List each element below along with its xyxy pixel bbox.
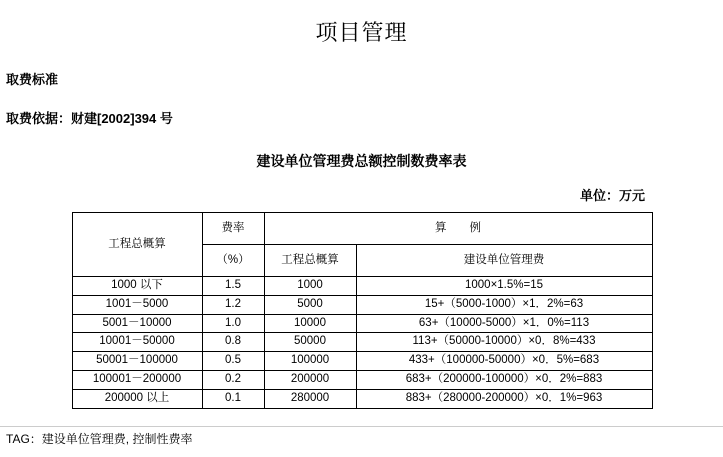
table-row [72,314,652,333]
cell-total-budget: 5001－10000 [72,314,202,333]
cell-example-budget: 50000 [264,333,356,352]
fee-basis-line: 取费依据：财建[2002]394 号 [6,111,173,126]
header-example: 算 例 [264,213,652,245]
cell-example-budget: 200000 [264,370,356,389]
cell-rate: 1.0 [202,314,264,333]
table-row [72,389,652,408]
cell-total-budget: 1001－5000 [72,295,202,314]
cell-rate: 0.5 [202,352,264,371]
cell-example-fee: 433+（100000-50000）×0．5%=683 [356,352,652,371]
cell-example-fee: 113+（50000-10000）×0．8%=433 [356,333,652,352]
document-page [0,16,723,457]
table-row [72,370,652,389]
table-row [72,295,652,314]
cell-example-fee: 883+（280000-200000）×0．1%=963 [356,389,652,408]
cell-example-fee: 63+（10000-5000）×1．0%=113 [356,314,652,333]
fee-rate-table [72,212,653,409]
cell-example-fee: 683+（200000-100000）×0．2%=883 [356,370,652,389]
cell-total-budget: 10001－50000 [72,333,202,352]
cell-rate: 0.1 [202,389,264,408]
table-header [72,213,652,277]
cell-example-budget: 100000 [264,352,356,371]
cell-rate: 0.8 [202,333,264,352]
cell-example-budget: 10000 [264,314,356,333]
header-rate: 费率 [202,213,264,245]
table-row [72,277,652,296]
cell-rate: 0.2 [202,370,264,389]
page-title: 项目管理 [315,20,408,45]
cell-example-fee: 1000×1.5%=15 [356,277,652,296]
header-example-budget: 工程总概算 [264,245,356,277]
cell-total-budget: 1000 以下 [72,277,202,296]
cell-total-budget: 100001－200000 [72,370,202,389]
cell-total-budget: 200000 以上 [72,389,202,408]
table-row [72,333,652,352]
header-example-fee: 建设单位管理费 [356,245,652,277]
unit-line: 单位：万元 [579,188,645,203]
table-header-row-1 [72,213,652,245]
cell-example-budget: 1000 [264,277,356,296]
cell-rate: 1.2 [202,295,264,314]
cell-total-budget: 50001－100000 [72,352,202,371]
section-label-fee-standard: 取费标准 [6,72,59,87]
cell-example-budget: 5000 [264,295,356,314]
header-rate-unit: （%） [202,245,264,277]
table-title: 建设单位管理费总额控制数费率表 [256,153,467,169]
tag-line: TAG：建设单位管理费, 控制性费率 [6,432,193,446]
table-body [72,277,652,409]
header-total-budget: 工程总概算 [72,213,202,277]
footer-divider [0,426,723,427]
fee-rate-table-wrapper [72,212,652,409]
cell-example-budget: 280000 [264,389,356,408]
cell-rate: 1.5 [202,277,264,296]
table-row [72,352,652,371]
cell-example-fee: 15+（5000-1000）×1．2%=63 [356,295,652,314]
